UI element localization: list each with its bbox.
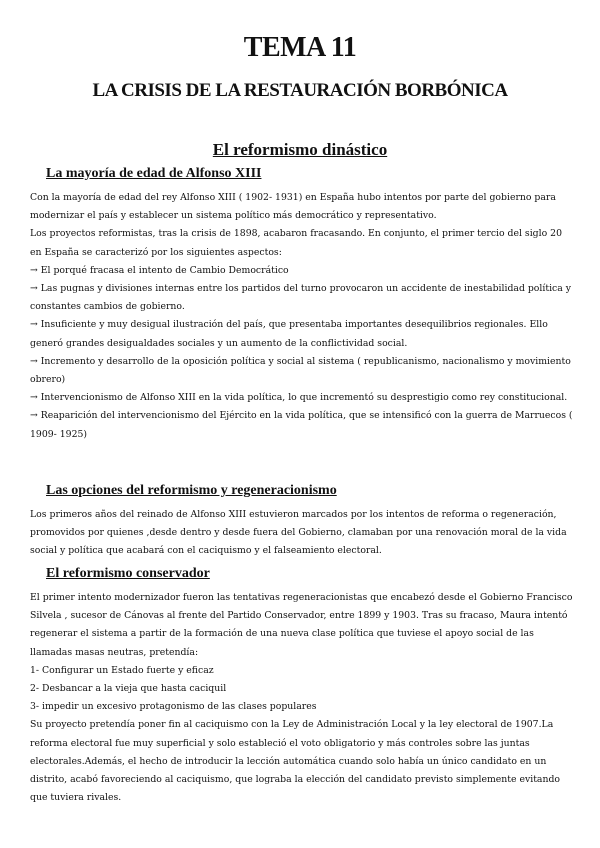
list-item: → El porqué fracasa el intento de Cambio Democrático (30, 264, 289, 276)
subsection-body-mayoria (30, 189, 575, 444)
list-item: → Las pugnas y divisiones internas entre los partidos del turno provocaron un accidente de inestabilidad política y constantes cambios de gobierno. (30, 283, 572, 313)
list-item: → Insuficiente y muy desigual ilustración del país, que presentaba importantes desequilibrios regionales. Ello generó grandes desigualdades sociales y un aumento de la conflictividad social. (30, 319, 548, 349)
subsection-body-conservador (30, 589, 575, 807)
subsection-heading-mayoria: La mayoría de edad de Alfonso XIII (46, 166, 262, 181)
list-item: → Reaparición del intervencionismo del Ejército en la vida política, que se intensificó con la guerra de Marruecos ( 1909- 1925) (30, 410, 573, 440)
list-item: → Intervencionismo de Alfonso XIII en la vida política, lo que incrementó su desprestigio como rey constitucional. (30, 392, 568, 404)
page-subtitle: LA CRISIS DE LA RESTAURACIÓN BORBÓNICA (92, 80, 508, 101)
section-heading: El reformismo dinástico (212, 140, 388, 159)
subsection-body-opciones (30, 506, 575, 561)
paragraph: Los proyectos reformistas, tras la crisis de 1898, acabaron fracasando. En conjunto, el primer tercio del siglo 20 en España se caracterizó por los siguientes aspectos: (30, 228, 562, 258)
aspects-list (30, 262, 575, 444)
goals-list (30, 662, 575, 717)
paragraph: El primer intento modernizador fueron las tentativas regeneracionistas que encabezó desde el Gobierno Francisco Silvela , sucesor de Cánovas al frente del Partido Conservador, entre 1899 y 1903. Tras su fracaso, Maura intentó regenerar el sistema a partir de la formación de una nueva clase política que tuviese el apoyo social de las llamadas masas neutras, pretendía: (30, 592, 573, 658)
subsection-heading-conservador: El reformismo conservador (46, 566, 210, 581)
list-item: → Incremento y desarrollo de la oposición política y social al sistema ( republicanismo, nacionalismo y movimiento obrero) (30, 355, 571, 386)
paragraph: Su proyecto pretendía poner fin al caciquismo con la Ley de Administración Local y la ley electoral de 1907.La reforma electoral fue muy superficial y solo estableció el voto obligatorio y más controles sobre las juntas electorales.Además, el hecho de introducir la lección automática cuando solo había un único candidato en un distrito, acabó favoreciendo al caciquismo, que lograba la elección del candidato previsto simplemente evitando que tuviera rivales. (30, 719, 561, 804)
page-title: TEMA 11 (243, 32, 357, 63)
subsection-heading-opciones: Las opciones del reformismo y regeneracionismo (46, 483, 337, 498)
list-item: 3- impedir un excesivo protagonismo de las clases populares (30, 701, 317, 713)
list-item: 2- Desbancar a la vieja que hasta caciquil (30, 683, 227, 695)
list-item: 1- Configurar un Estado fuerte y eficaz (30, 664, 214, 676)
paragraph: Los primeros años del reinado de Alfonso XIII estuvieron marcados por los intentos de reforma o regeneración, promovidos por quienes ,desde dentro y desde fuera del Gobierno, clamaban por una renovación moral de la vida social y política que acabará con el caciquismo y el falseamiento electoral. (30, 509, 567, 557)
paragraph: Con la mayoría de edad del rey Alfonso XIII ( 1902- 1931) en España hubo intentos por parte del gobierno para modernizar el país y establecer un sistema político más democrático y representativo. (30, 192, 556, 222)
